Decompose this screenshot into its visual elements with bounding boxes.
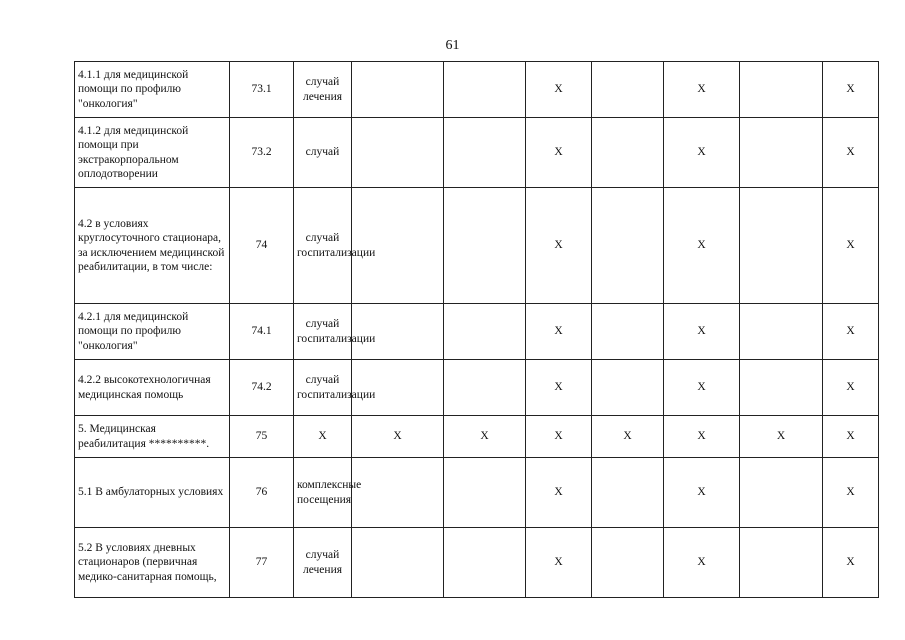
value-cell: X [352,416,444,458]
row-unit-cell: комплексные посещения [294,458,352,528]
value-cell: X [526,416,592,458]
value-cell [592,118,664,188]
table-row [75,416,879,458]
value-cell: X [823,528,879,598]
row-name-cell: 4.1.1 для медицинской помощи по профилю "онкология" [75,62,230,118]
value-cell [444,118,526,188]
value-cell [444,62,526,118]
value-cell [444,528,526,598]
value-cell: X [526,528,592,598]
value-cell [740,528,823,598]
value-cell: X [526,62,592,118]
value-cell: X [823,360,879,416]
row-number-cell: 74.1 [230,304,294,360]
value-cell: X [823,458,879,528]
table-row [75,528,879,598]
row-unit-cell: случай лечения [294,528,352,598]
row-name-cell: 4.2 в условиях круглосуточного стационара, за исключением медицинской реабилитации, в том числе: [75,188,230,304]
value-cell [444,360,526,416]
value-cell: X [526,458,592,528]
table-row [75,118,879,188]
value-cell [740,304,823,360]
value-cell [592,62,664,118]
value-cell: X [823,304,879,360]
row-name-cell: 4.1.2 для медицинской помощи при экстракорпоральном оплодотворении [75,118,230,188]
value-cell: X [664,416,740,458]
value-cell [352,304,444,360]
value-cell: X [664,458,740,528]
table-row [75,188,879,304]
value-cell: X [664,188,740,304]
value-cell [740,458,823,528]
value-cell: X [740,416,823,458]
row-unit-cell: X [294,416,352,458]
value-cell [352,458,444,528]
value-cell: X [592,416,664,458]
row-unit-cell: случай [294,118,352,188]
value-cell: X [823,188,879,304]
row-number-cell: 77 [230,528,294,598]
value-cell: X [664,62,740,118]
value-cell: X [664,528,740,598]
value-cell [740,62,823,118]
value-cell: X [823,62,879,118]
value-cell [444,458,526,528]
value-cell [592,188,664,304]
row-unit-cell: случай лечения [294,62,352,118]
value-cell [592,528,664,598]
value-cell [352,62,444,118]
value-cell: X [664,118,740,188]
row-number-cell: 73.2 [230,118,294,188]
value-cell [592,458,664,528]
row-name-cell: 5.1 В амбулаторных условиях [75,458,230,528]
value-cell [352,360,444,416]
page-number: 61 [445,38,460,53]
value-cell [352,528,444,598]
table-row [75,304,879,360]
row-number-cell: 73.1 [230,62,294,118]
value-cell: X [664,304,740,360]
value-cell: X [664,360,740,416]
value-cell: X [823,118,879,188]
value-cell: X [526,118,592,188]
value-cell [592,360,664,416]
value-cell [444,304,526,360]
row-unit-cell: случай госпитализации [294,304,352,360]
row-number-cell: 75 [230,416,294,458]
row-number-cell: 74 [230,188,294,304]
value-cell: X [526,304,592,360]
row-name-cell: 4.2.1 для медицинской помощи по профилю "онкология" [75,304,230,360]
row-name-cell: 4.2.2 высокотехнологичная медицинская помощь [75,360,230,416]
value-cell [740,360,823,416]
row-unit-cell: случай госпитализации [294,188,352,304]
data-table [74,61,879,598]
row-name-cell: 5. Медицинская реабилитация **********. [75,416,230,458]
table-row [75,360,879,416]
value-cell: X [526,188,592,304]
value-cell [352,118,444,188]
value-cell: X [444,416,526,458]
value-cell [740,188,823,304]
value-cell [592,304,664,360]
row-number-cell: 76 [230,458,294,528]
value-cell: X [823,416,879,458]
table-row [75,62,879,118]
value-cell [444,188,526,304]
row-number-cell: 74.2 [230,360,294,416]
row-name-cell: 5.2 В условиях дневных стационаров (первичная медико-санитарная помощь, [75,528,230,598]
value-cell [740,118,823,188]
value-cell [352,188,444,304]
table-row [75,458,879,528]
row-unit-cell: случай госпитализации [294,360,352,416]
value-cell: X [526,360,592,416]
